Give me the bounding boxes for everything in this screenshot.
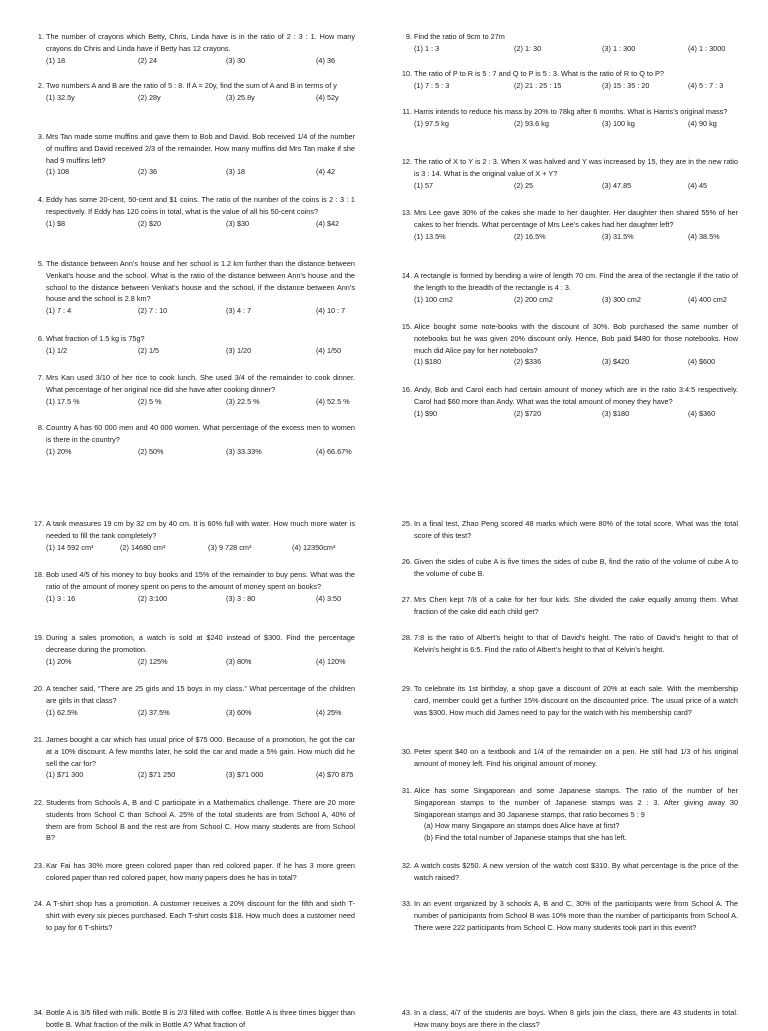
option: (3) 18: [226, 167, 246, 177]
option: (4) 12350cm³: [292, 542, 336, 552]
option: (1) $71 300: [46, 770, 84, 780]
option: (4) 1 : 3000: [688, 43, 726, 53]
question-31: 31. Alice has some Singaporean and some Japanese stamps. The ratio of the number of her Singaporean stamps to the number of Japanese stamps was 2 : 3. After giving away 30 Singaporean stamps and 30 Japanese stamps, that ratio becomes 5 : 9 (a) How many Singapore an stamps does Alice have at first? (b) Find the total number of Japanese stamps that she has left.: [401, 786, 738, 843]
option: (1) 14 592 cm³: [46, 542, 94, 552]
question-12: 12. The ratio of X to Y is 2 : 3. When X was halved and Y was increased by 15, they are in the new ratio is 3 : 14. What is the original value of X + Y? (1) 57 (2) 25 (3) 47.85 (4) 45: [401, 157, 738, 190]
option: (1) 3 : 16: [46, 593, 76, 603]
option: (3) 30: [226, 55, 246, 65]
question-6: 6. What fraction of 1.5 kg is 75g? (1) 1/2 (2) 1/5 (3) 1/20 (4) 1/50: [37, 334, 342, 355]
option: (4) 3:50: [316, 593, 342, 603]
option: (1) 1/2: [46, 345, 68, 355]
question-16: 16. Andy, Bob and Carol each had certain amount of money which are in the ratio 3:4:5 respectively. Carol had $60 more than Andy. What was the total amount of money they have? (1) $90 (2) $720 (3) $180 (4) $360: [401, 385, 738, 418]
option: (4) $70 875: [316, 770, 354, 780]
question-2: 2. Two numbers A and B are the ratio of 5 : 8. If A = 20y, find the sum of A and B in terms of y (1) 32.5y (2) 28y (3) 25.8y (4) 52y: [37, 81, 339, 102]
option: (1) 100 cm2: [414, 294, 453, 304]
question-13: 13. Mrs Lee gave 30% of the cakes she made to her daughter. Her daughter then shared 55% of her cakes to her friends. What percentage of Mrs Lee’s cakes had her daughter left? (1) 13.5% (2) 16.5% (3) 31.5% (4) 38.5%: [401, 208, 738, 241]
option: (1) 7 : 4: [46, 306, 72, 316]
question-3: 3. Mrs Tan made some muffins and gave them to Bob and David. Bob received 1/4 of the number of muffins and David received 2/3 of the remainder. How many muffins did Mrs Tan make if she had 9 muffins left? (1) 108 (2) 36 (3) 18 (4) 42: [37, 132, 355, 177]
question-7: 7. Mrs Kan used 3/10 of her rice to cook lunch. She used 3/4 of the remainder to cook dinner. What percentage of her original rice did she have after cooking dinner? (1) 17.5 % (2) 5 % (3) 22.5 % (4) 52.5 %: [37, 373, 355, 406]
option: (3) 9 728 cm³: [208, 542, 252, 552]
option: (2) 5 %: [138, 396, 162, 406]
option: (3) 300 cm2: [602, 294, 641, 304]
option: (1) 20%: [46, 446, 72, 456]
option: (3) 1/20: [226, 345, 252, 355]
option: (3) 31.5%: [602, 231, 634, 241]
question-1: 1. The number of crayons which Betty, Chris, Linda have is in the ratio of 2 : 3 : 1. How many crayons do Chris and Linda have if Betty has 12 crayons. (1) 18 (2) 24 (3) 30 (4) 36: [37, 32, 355, 65]
option: (2) $20: [138, 218, 162, 228]
option: (4) 5 : 7 : 3: [688, 80, 724, 90]
question-32: 32. A watch costs $250. A new version of the watch cost $310. By what percentage is the price of the watch raised?: [401, 861, 738, 882]
option: (3) $180: [602, 408, 630, 418]
question-11: 11. Harris intends to reduce his mass by 20% to 78kg after 6 months. What is Harris’s original mass? (1) 97.5 kg (2) 93.6 kg (3) 100 kg (4) 90 kg: [402, 107, 728, 128]
question-29: 29. To celebrate its 1st birthday, a shop gave a discount of 20% at each sale. With the membership card, member could get a further 15% discount on the discounted price. The usual price of a watch was $300. How much did James need to pay for the watch with his membership card?: [401, 684, 738, 717]
option: (4) 42: [316, 167, 336, 177]
option: (1) $90: [414, 408, 438, 418]
question-21: 21. James bought a car which has usual price of $75 000. Because of a promotion, he got the car at a 10% discount. A few months later, he sold the car and made a 5% gain. How much did he sell the car for? (1) $71 300 (2) $71 250 (3) $71 000 (4) $70 875: [33, 735, 355, 780]
question-26: 26. Given the sides of cube A is five times the sides of cube B, find the ratio of the volume of cube A to the volume of cube B.: [401, 557, 738, 578]
option: (1) 108: [46, 167, 70, 177]
sub-question-b: (b) Find the total number of Japanese stamps that she has left.: [424, 833, 627, 843]
option: (2) 50%: [138, 446, 164, 456]
question-28: 28. 7:8 is the ratio of Albert’s height to that of David’s height. The ratio of David’s height to that of Kelvin’s height is 6:5. Find the ratio of Albert’s height to that of Kelvin’s height.: [401, 633, 738, 654]
question-43: 43. In a class, 4/7 of the students are boys. When 8 girls join the class, there are 43 students in total. How many boys are there in the class?: [401, 1008, 738, 1029]
option: (2) 3:100: [138, 593, 168, 603]
question-30: 30. Peter spent $40 on a textbook and 1/4 of the remainder on a pen. He still had 1/3 of his original amount of money left. Find his original amount of money.: [401, 747, 738, 768]
option: (3) $71 000: [226, 770, 264, 780]
option: (3) $420: [602, 357, 630, 367]
option: (3) 15 : 35 : 20: [602, 80, 650, 90]
option: (4) 400 cm2: [688, 294, 727, 304]
option: (2) 16.5%: [514, 231, 546, 241]
question-27: 27. Mrs Chen kept 7/8 of a cake for her four kids. She divided the cake equally among them. What fraction of the cake did each child get?: [401, 595, 738, 616]
option: (4) 90 kg: [688, 118, 717, 128]
option: (2) 14680 cm³: [120, 542, 166, 552]
option: (1) 7 : 5 : 3: [414, 80, 450, 90]
option: (2) $336: [514, 357, 542, 367]
question-10: 10. The ratio of P to R is 5 : 7 and Q to P is 5 : 3. What is the ratio of R to Q to P? (1) 7 : 5 : 3 (2) 21 : 25 : 15 (3) 15 : 35 : 20 (4) 5 : 7 : 3: [401, 69, 724, 90]
option: (3) 60%: [226, 707, 252, 717]
option: (1) 32.5y: [46, 92, 75, 102]
option: (3) 4 : 7: [226, 306, 252, 316]
option: (4) 66.67%: [316, 446, 352, 456]
question-33: 33. In an event organized by 3 schools A, B and C, 30% of the participants were from School A. The number of participants from School B was 10% more than the number of participants from School A. There were 222 participants from School C. How many students took part in this event?: [401, 899, 738, 932]
option: (2) 1: 30: [514, 43, 542, 53]
question-22: 22. Students from Schools A, B and C participate in a Mathematics challenge. There are 20 more students from School C than School A. 25% of the total students are from School A, 40% of them are from School B and the rest are from School C. How many students are from School B?: [33, 798, 355, 843]
option: (3) 80%: [226, 656, 252, 666]
option: (4) 120%: [316, 656, 346, 666]
question-9: 9. Find the ratio of 9cm to 27m (1) 1 : 3 (2) 1: 30 (3) 1 : 300 (4) 1 : 3000: [405, 32, 726, 53]
option: (4) 36: [316, 55, 336, 65]
option: (3) 3 : 80: [226, 593, 256, 603]
option: (2) 36: [138, 167, 158, 177]
option: (1) 62.5%: [46, 707, 78, 717]
option: (2) 28y: [138, 92, 161, 102]
option: (1) 18: [46, 55, 66, 65]
option: (4) $360: [688, 408, 716, 418]
option: (1) 20%: [46, 656, 72, 666]
option: (4) 52y: [316, 92, 339, 102]
option: (4) $600: [688, 357, 716, 367]
question-25: 25. In a final test, Zhao Peng scored 48 marks which were 80% of the total score. What was the total score of this test?: [401, 519, 738, 540]
question-34: 34. Bottle A is 3/5 filled with milk. Bottle B is 2/3 filled with coffee. Bottle A is three times bigger than bottle B. What fraction of the milk in Bottle A? What fraction of: [33, 1008, 355, 1029]
option: (3) 100 kg: [602, 118, 635, 128]
question-20: 20. A teacher said, “There are 25 girls and 15 boys in my class.” What percentage of the children are girls in that class? (1) 62.5% (2) 37.5% (3) 60% (4) 25%: [33, 684, 355, 717]
option: (4) $42: [316, 218, 340, 228]
option: (3) 25.8y: [226, 92, 255, 102]
option: (3) 1 : 300: [602, 43, 636, 53]
option: (3) 22.5 %: [226, 396, 260, 406]
option: (2) 200 cm2: [514, 294, 553, 304]
option: (2) 21 : 25 : 15: [514, 80, 562, 90]
option: (2) $720: [514, 408, 542, 418]
option: (1) 57: [414, 180, 434, 190]
question-14: 14. A rectangle is formed by bending a wire of length 70 cm. Find the area of the rectangle if the ratio of the length to the breadth of the rectangle is 4 : 3. (1) 100 cm2 (2) 200 cm2 (3) 300 cm2 (4) 400 cm2: [401, 271, 738, 304]
option: (1) 13.5%: [414, 231, 446, 241]
option: (4) 25%: [316, 707, 342, 717]
option: (2) 93.6 kg: [514, 118, 549, 128]
option: (4) 45: [688, 180, 708, 190]
option: (4) 38.5%: [688, 231, 720, 241]
question-18: 18. Bob used 4/5 of his money to buy books and 15% of the remainder to buy pens. What was the ratio of the amount of money spent on pens to the amount of money spent on books? (1) 3 : 16 (2) 3:100 (3) 3 : 80 (4) 3:50: [33, 570, 355, 603]
option: (1) $180: [414, 357, 442, 367]
option: (4) 10 : 7: [316, 306, 346, 316]
question-4: 4. Eddy has some 20-cent, 50-cent and $1 coins. The ratio of the number of the coins is 2 : 3 : 1 respectively. If Eddy has 120 coins in total, what is the value of all his 50-cent coins? (1) $8 (2) $20 (3) $30 (4) $42: [37, 195, 355, 228]
question-17: 17. A tank measures 19 cm by 32 cm by 40 cm. It is 60% full with water. How much more water is needed to fill the tank completely? (1) 14 592 cm³ (2) 14680 cm³ (3) 9 728 cm³ (4) 12350cm³: [33, 519, 355, 552]
option: (2) 37.5%: [138, 707, 170, 717]
question-19: 19. During a sales promotion, a watch is sold at $240 instead of $300. Find the percentage decrease during the promotion. (1) 20% (2) 125% (3) 80% (4) 120%: [33, 633, 355, 666]
option: (3) 47.85: [602, 180, 632, 190]
option: (2) 24: [138, 55, 158, 65]
option: (2) 1/5: [138, 345, 160, 355]
option: (1) $8: [46, 218, 66, 228]
option: (2) 7 : 10: [138, 306, 168, 316]
question-15: 15. Alice bought some note-books with the discount of 30%. Bob purchased the same number of notebooks but he was given 20% discount only. Hence, Bob paid $480 for those notebooks. How much did Alice pay for her notebooks? (1) $180 (2) $336 (3) $420 (4) $600: [401, 322, 738, 367]
option: (1) 17.5 %: [46, 396, 80, 406]
option: (3) 33.33%: [226, 446, 262, 456]
question-5: 5. The distance between Ann’s house and her school is 1.2 km further than the distance between Venkat’s house and the school. What is the ratio of the distance between Ann’s house and the school to the distance between Venkat’s house and the school, if the distance between Ann’s house and the school is 2.8 km? (1) 7 : 4 (2) 7 : 10 (3) 4 : 7 (4) 10 : 7: [37, 259, 355, 316]
sub-question-a: (a) How many Singapore an stamps does Alice have at first?: [424, 821, 620, 831]
question-23: 23. Kar Fai has 30% more green colored paper than red colored paper. If he has 3 more green colored paper than red colored paper, how many papers does he has in total?: [33, 861, 355, 882]
option: (4) 52.5 %: [316, 396, 350, 406]
option: (4) 1/50: [316, 345, 342, 355]
option: (2) $71 250: [138, 770, 176, 780]
option: (1) 97.5 kg: [414, 118, 449, 128]
option: (3) $30: [226, 218, 250, 228]
option: (2) 25: [514, 180, 534, 190]
option: (1) 1 : 3: [414, 43, 440, 53]
question-24: 24. A T-shirt shop has a promotion. A customer receives a 20% discount for the fifth and sixth T-shirt with every six pieces purchased. Each T-shirt costs $18. How much does a customer need to pay for 6 T-shirts?: [33, 899, 355, 932]
question-8: 8. Country A has 60 000 men and 40 000 women. What percentage of the excess men to women is there in the country? (1) 20% (2) 50% (3) 33.33% (4) 66.67%: [37, 423, 355, 456]
option: (2) 125%: [138, 656, 168, 666]
